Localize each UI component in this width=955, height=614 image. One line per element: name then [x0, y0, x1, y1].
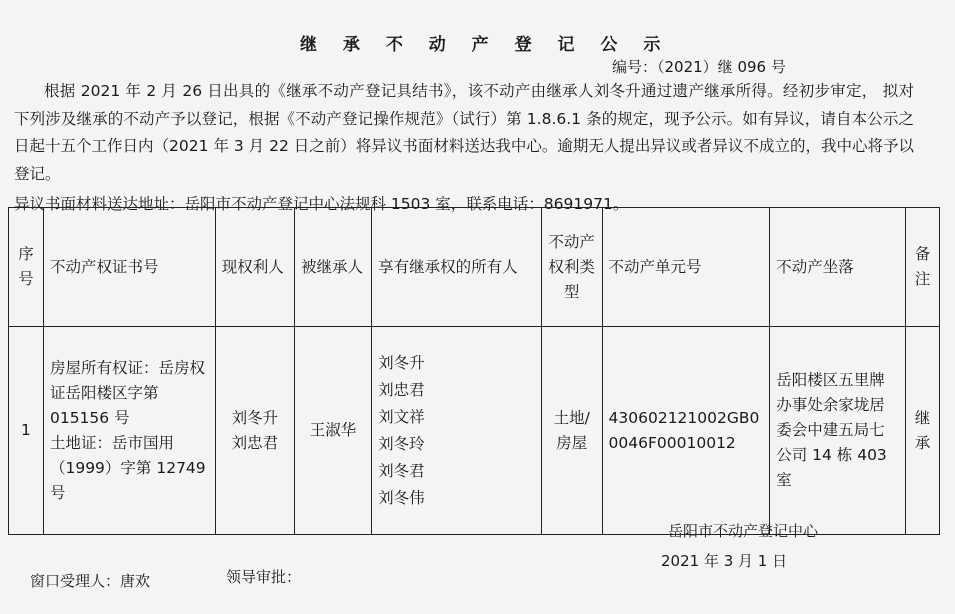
issuing-org: 岳阳市不动产登记中心	[668, 522, 819, 540]
heir-name: 刘忠君	[378, 380, 425, 399]
cell-decedent: 王淑华	[294, 327, 371, 535]
header-seq: 序号	[9, 208, 44, 327]
cell-type: 土地/房屋	[541, 327, 602, 535]
heir-name: 刘冬君	[378, 461, 425, 480]
cell-unit: 430602121002GB00046F00010012	[602, 327, 770, 535]
cell-seq: 1	[9, 327, 44, 535]
cell-cert	[43, 327, 215, 535]
header-location: 不动产坐落	[770, 208, 906, 327]
heir-name: 刘文祥	[378, 407, 425, 426]
header-holder: 现权利人	[215, 208, 294, 327]
objection-address: 异议书面材料送达地址：岳阳市不动产登记中心法规科 1503 室，联系电话：8691971。	[14, 195, 629, 213]
leader-approval: 领导审批：	[226, 568, 302, 586]
cert-house: 房屋所有权证：岳房权证岳阳楼区字第 015156 号	[49, 358, 205, 427]
clerk-label: 窗口受理人：唐欢	[30, 572, 151, 590]
header-type: 不动产权利类型	[541, 208, 602, 327]
cell-note: 继承	[905, 327, 939, 535]
notice-paragraph: 根据 2021 年 2 月 26 日出具的《继承不动产登记具结书》，该不动产由继承人刘冬升通过遗产继承所得。经初步审定， 拟对下列涉及继承的不动产予以登记，根据《不动产登记操作规范》（试行）第 1.8.6.1 条的规定，现予公示。如有异议，请自本公示之日起十五个工作日内（2021 年 3 月 22 日之前）将异议书面材料送达我中心。逾期无人提出异议或者异议不成立的，我中心将予以登记。	[14, 82, 914, 183]
table-row	[9, 327, 940, 535]
heir-name: 刘冬玲	[378, 434, 425, 453]
document-title: 继 承 不 动 产 登 记 公 示	[300, 35, 671, 55]
header-note: 备注	[905, 208, 939, 327]
heir-name: 刘冬升	[378, 353, 425, 372]
cell-heirs	[372, 327, 542, 535]
header-unit: 不动产单元号	[602, 208, 770, 327]
document-number: 编号：（2021）继 096 号	[612, 58, 786, 76]
table-header-row	[9, 208, 940, 327]
cert-land: 土地证：岳市国用（1999）字第 12749 号	[49, 433, 206, 502]
header-heirs: 享有继承权的所有人	[372, 208, 542, 327]
cell-holders: 刘冬升 刘忠君	[215, 327, 294, 535]
issue-date: 2021 年 3 月 1 日	[661, 552, 788, 570]
heir-name: 刘冬伟	[378, 488, 425, 507]
header-decedent: 被继承人	[294, 208, 371, 327]
cell-location: 岳阳楼区五里牌办事处余家垅居委会中建五局七公司 14 栋 403 室	[770, 327, 906, 535]
inheritance-table	[8, 207, 940, 535]
header-cert: 不动产权证书号	[43, 208, 215, 327]
